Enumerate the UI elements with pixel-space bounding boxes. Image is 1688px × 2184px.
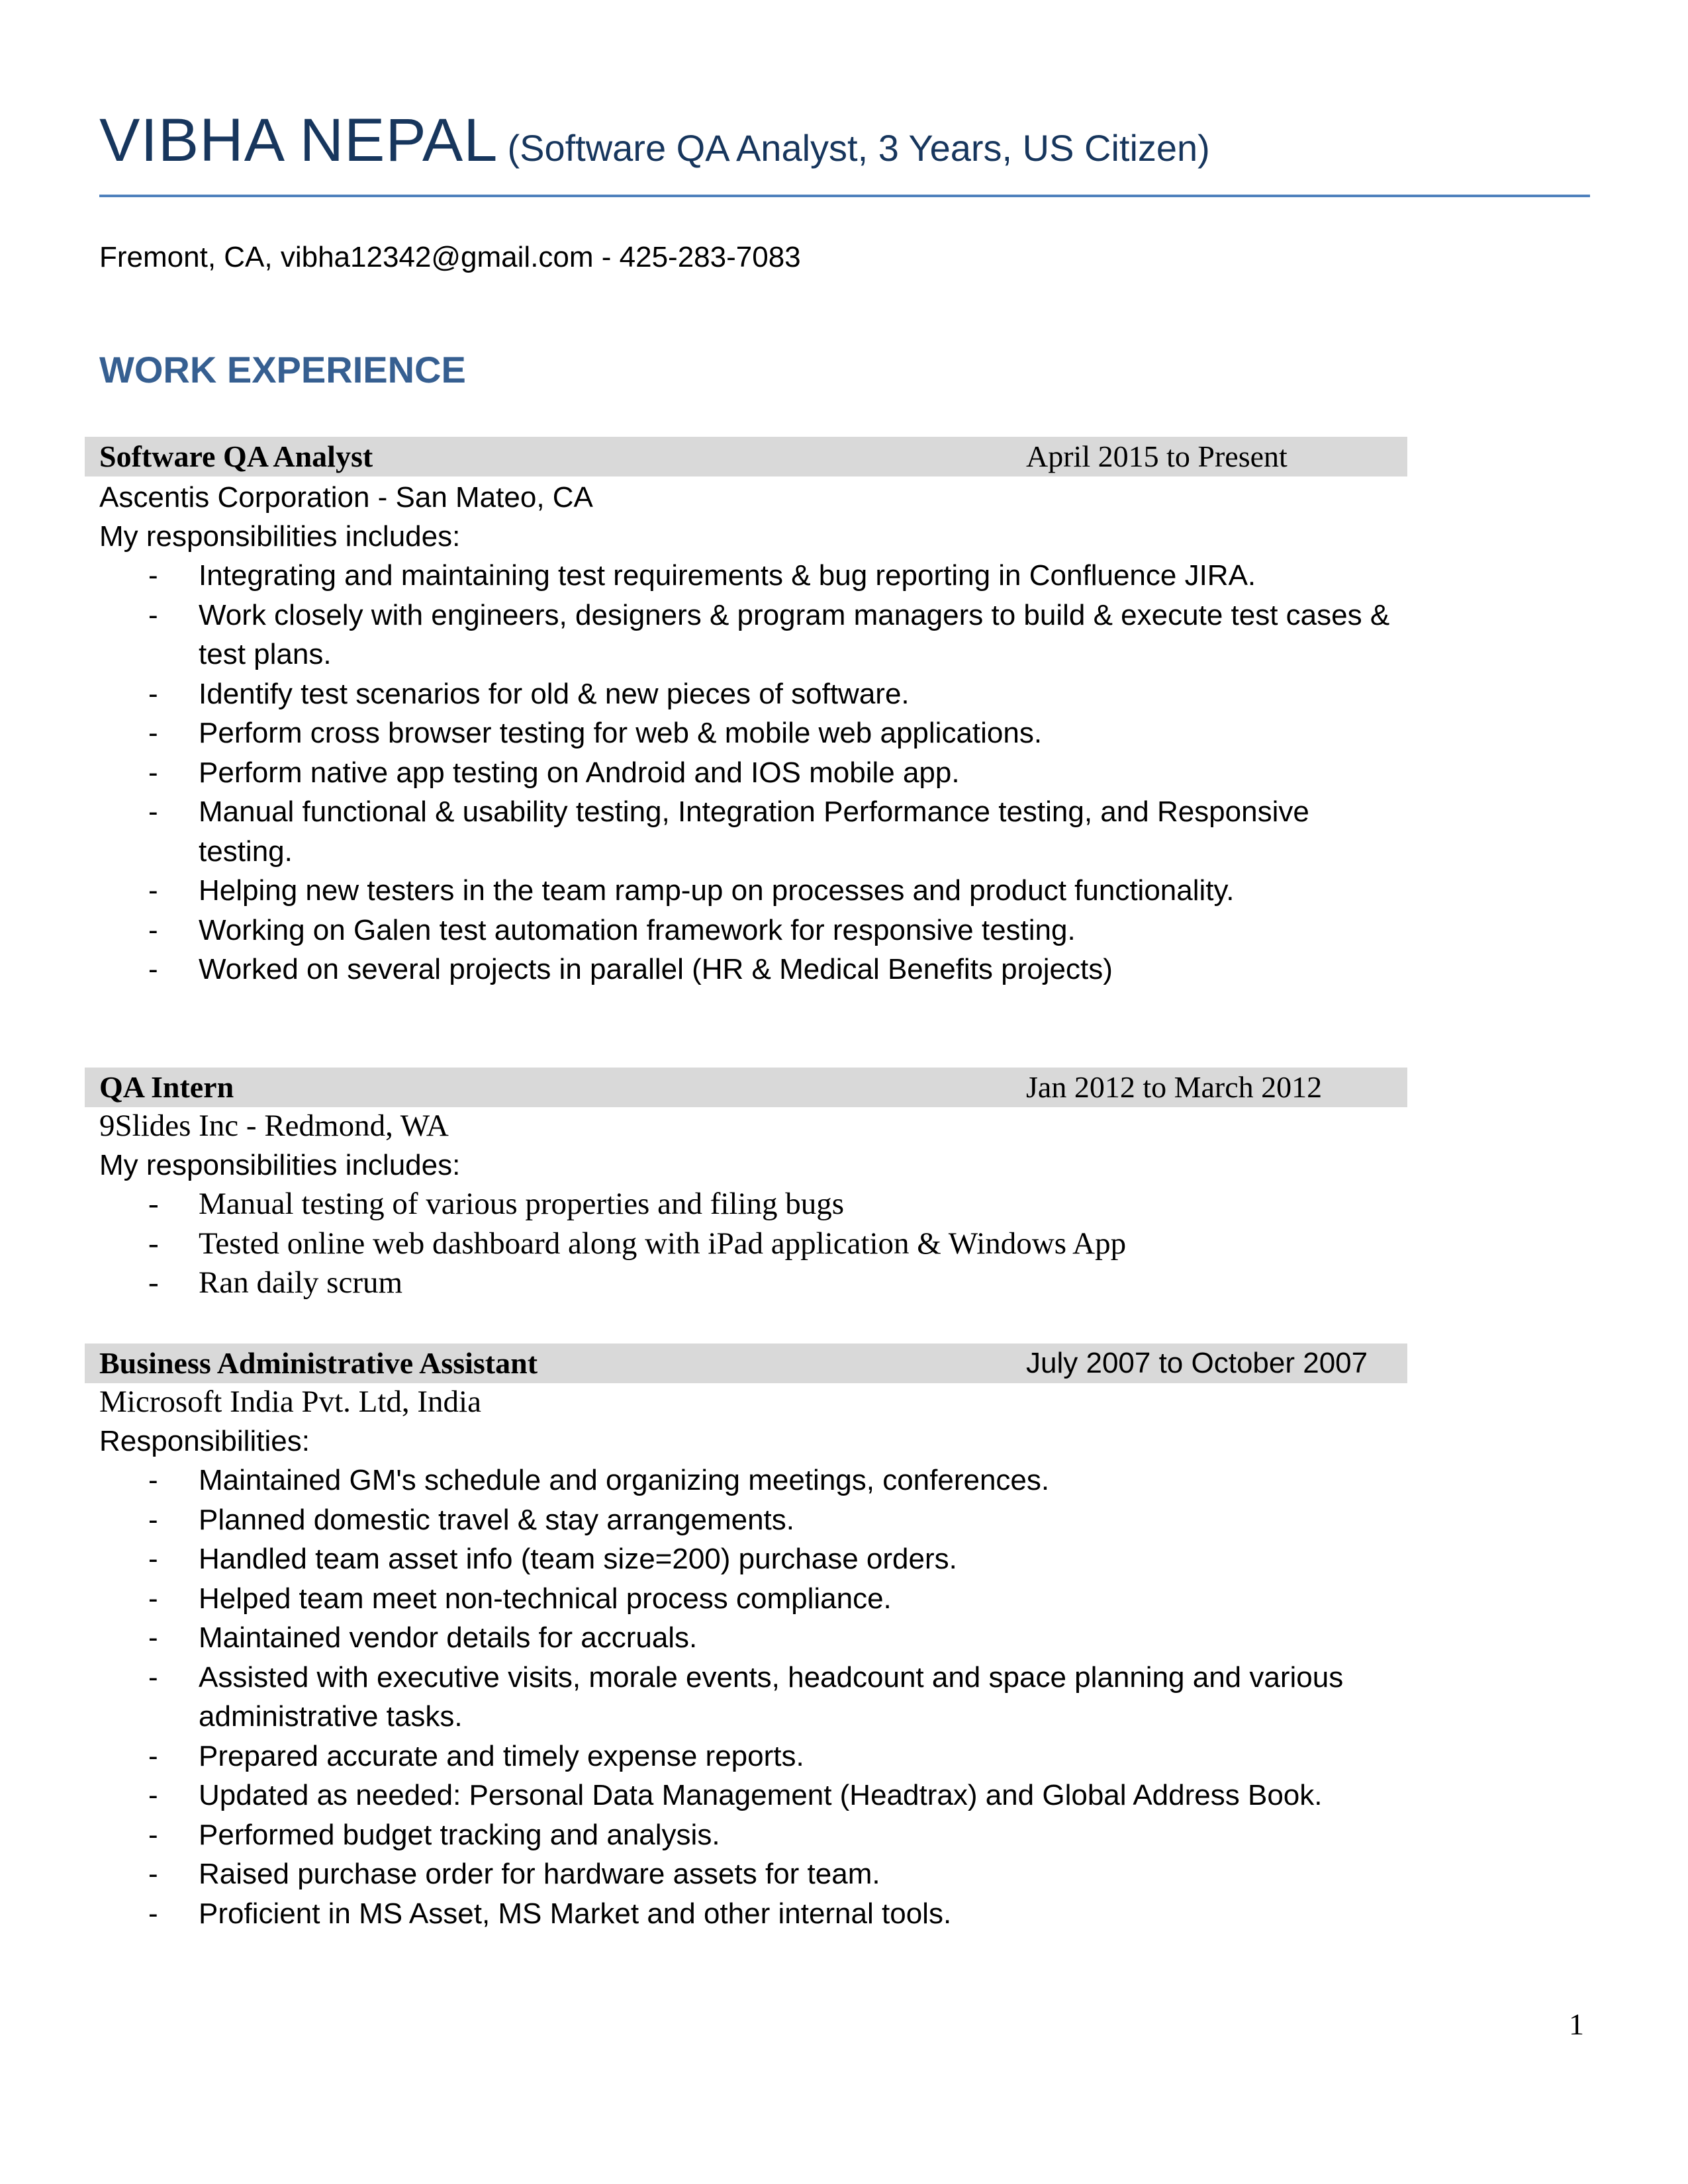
bullet-dash: -: [148, 953, 158, 985]
bullet-text: Helping new testers in the team ramp-up on processes and product functionality.: [199, 874, 1235, 907]
list-item: [0, 1461, 1390, 1500]
list-item: [0, 1500, 1390, 1540]
list-item: [0, 1539, 1390, 1579]
bullet-dash: -: [148, 1739, 158, 1772]
bullet-text: Assisted with executive visits, morale events, headcount and space planning and various administrative tasks.: [199, 1661, 1344, 1733]
job-intro: My responsibilities includes:: [99, 520, 461, 553]
bullet-text: Raised purchase order for hardware assets for team.: [199, 1858, 880, 1890]
list-item: [0, 950, 1390, 989]
bullet-dash: -: [148, 1897, 158, 1930]
list-item: [0, 713, 1390, 753]
list-item: [0, 753, 1390, 793]
list-item: [0, 1854, 1390, 1894]
bullet-text: Prepared accurate and timely expense reports.: [199, 1739, 804, 1772]
list-item: [0, 1815, 1390, 1855]
header-divider: [99, 195, 1590, 197]
job-bullet-list: [0, 1185, 1390, 1303]
job-bullet-list: [0, 556, 1390, 989]
bullet-dash: -: [148, 598, 158, 631]
bullet-text: Perform native app testing on Android and IOS mobile app.: [199, 756, 960, 789]
job-dates: April 2015 to Present: [1026, 439, 1288, 473]
bullet-text: Proficient in MS Asset, MS Market and other internal tools.: [199, 1897, 952, 1930]
bullet-dash: -: [148, 1464, 158, 1496]
job-title: QA Intern: [99, 1070, 234, 1104]
bullet-text: Maintained vendor details for accruals.: [199, 1621, 698, 1654]
bullet-dash: -: [148, 1779, 158, 1811]
bullet-text: Work closely with engineers, designers & program managers to build & execute test cases & test plans.: [199, 598, 1390, 670]
page-number: 1: [1569, 2007, 1584, 2041]
bullet-text: Identify test scenarios for old & new pieces of software.: [199, 677, 910, 710]
list-item: [0, 596, 1390, 674]
bullet-dash: -: [148, 1187, 159, 1221]
list-item: [0, 871, 1390, 911]
bullet-text: Manual functional & usability testing, Integration Performance testing, and Responsive testing.: [199, 796, 1309, 868]
bullet-dash: -: [148, 677, 158, 710]
job-intro: Responsibilities:: [99, 1425, 310, 1457]
list-item: [0, 1185, 1390, 1224]
job-dates: Jan 2012 to March 2012: [1026, 1070, 1323, 1104]
list-item: [0, 1894, 1390, 1934]
job-bullet-list: [0, 1461, 1390, 1933]
job-title: Business Administrative Assistant: [99, 1346, 538, 1380]
contact-info: Fremont, CA, vibha12342@gmail.com - 425-283-7083: [99, 241, 801, 273]
bullet-dash: -: [148, 1543, 158, 1575]
job-intro: My responsibilities includes:: [99, 1149, 461, 1181]
bullet-text: Maintained GM's schedule and organizing meetings, conferences.: [199, 1464, 1050, 1496]
bullet-dash: -: [148, 1503, 158, 1536]
job-company: Microsoft India Pvt. Ltd, India: [99, 1385, 481, 1419]
bullet-dash: -: [148, 1818, 158, 1851]
list-item: [0, 1776, 1390, 1815]
bullet-text: Helped team meet non-technical process compliance.: [199, 1582, 892, 1615]
list-item: [0, 1579, 1390, 1619]
bullet-dash: -: [148, 796, 158, 828]
bullet-dash: -: [148, 1226, 159, 1261]
job-company: 9Slides Inc - Redmond, WA: [99, 1109, 449, 1143]
list-item: [0, 1263, 1390, 1303]
bullet-dash: -: [148, 1858, 158, 1890]
bullet-text: Perform cross browser testing for web & mobile web applications.: [199, 717, 1043, 749]
list-item: [0, 674, 1390, 714]
list-item: [0, 911, 1390, 950]
bullet-dash: -: [148, 756, 158, 789]
bullet-text: Performed budget tracking and analysis.: [199, 1818, 720, 1851]
bullet-dash: -: [148, 1621, 158, 1654]
bullet-dash: -: [148, 1661, 158, 1694]
list-item: [0, 1737, 1390, 1776]
list-item: [0, 1224, 1390, 1264]
candidate-name: VIBHA NEPAL: [99, 107, 498, 174]
header: [99, 106, 1210, 175]
list-item: [0, 1618, 1390, 1658]
bullet-text: Integrating and maintaining test requirements & bug reporting in Confluence JIRA.: [199, 559, 1256, 592]
list-item: [0, 556, 1390, 596]
job-title: Software QA Analyst: [99, 439, 373, 473]
bullet-text: Handled team asset info (team size=200) purchase orders.: [199, 1543, 957, 1575]
bullet-text: Tested online web dashboard along with iPad application & Windows App: [199, 1226, 1127, 1261]
bullet-text: Worked on several projects in parallel (HR & Medical Benefits projects): [199, 953, 1113, 985]
list-item: [0, 1658, 1390, 1737]
bullet-dash: -: [148, 559, 158, 592]
bullet-text: Manual testing of various properties and filing bugs: [199, 1187, 845, 1221]
bullet-text: Ran daily scrum: [199, 1265, 403, 1300]
bullet-text: Updated as needed: Personal Data Management (Headtrax) and Global Address Book.: [199, 1779, 1323, 1811]
bullet-dash: -: [148, 1582, 158, 1615]
job-company: Ascentis Corporation - San Mateo, CA: [99, 481, 593, 514]
job-dates: July 2007 to October 2007: [1026, 1347, 1368, 1379]
bullet-dash: -: [148, 874, 158, 907]
bullet-dash: -: [148, 717, 158, 749]
section-heading-work-experience: WORK EXPERIENCE: [99, 349, 466, 390]
candidate-subtitle: (Software QA Analyst, 3 Years, US Citizen): [507, 127, 1210, 169]
bullet-text: Working on Galen test automation framework for responsive testing.: [199, 913, 1076, 946]
bullet-dash: -: [148, 913, 158, 946]
list-item: [0, 792, 1390, 871]
bullet-dash: -: [148, 1265, 159, 1300]
bullet-text: Planned domestic travel & stay arrangements.: [199, 1503, 795, 1536]
